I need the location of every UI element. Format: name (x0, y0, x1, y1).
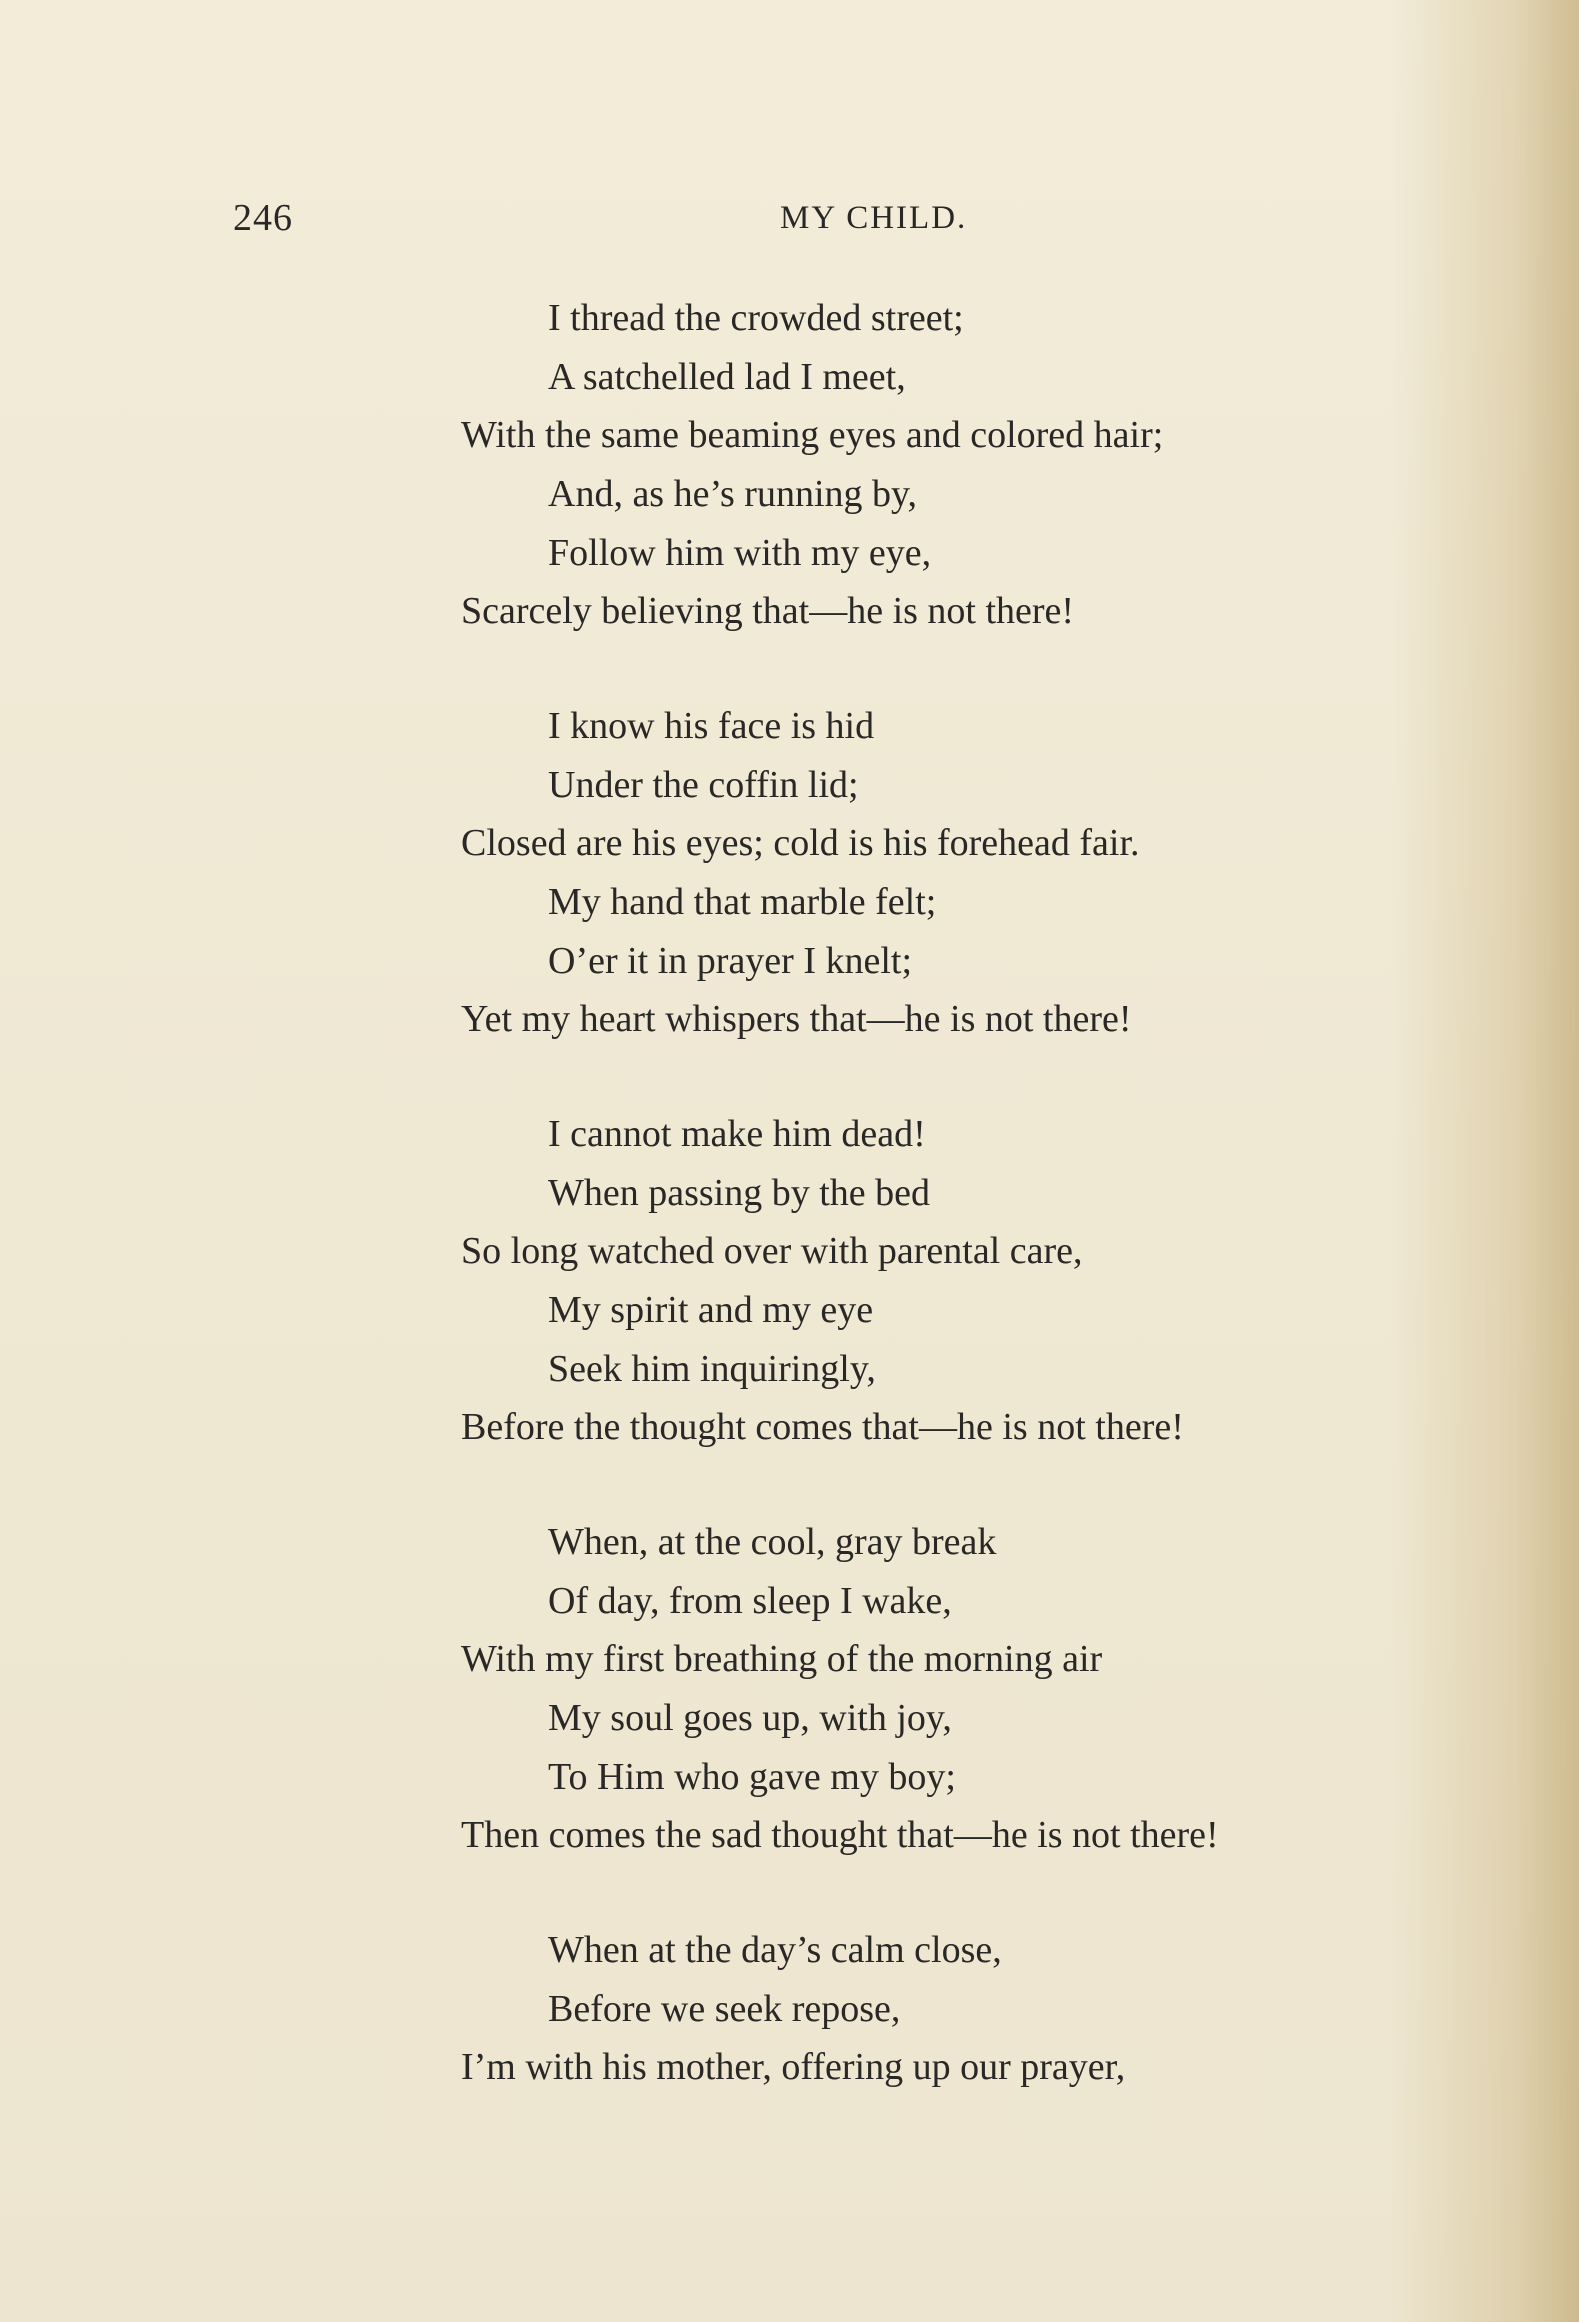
poem-line: I know his face is hid (548, 705, 875, 747)
poem-line: Closed are his eyes; cold is his forehead fair. (461, 822, 1140, 864)
poem-line: I cannot make him dead! (548, 1113, 926, 1155)
poem-line: A satchelled lad I meet, (548, 356, 906, 398)
poem-line: With the same beaming eyes and colored hair; (461, 414, 1164, 456)
poem-line: I thread the crowded street; (548, 297, 964, 339)
poem-line: My spirit and my eye (548, 1289, 874, 1331)
poem-line: Scarcely believing that—he is not there! (461, 590, 1075, 632)
poem-line: Follow him with my eye, (548, 532, 932, 574)
poem-line: I’m with his mother, offering up our prayer, (461, 2046, 1126, 2088)
poem-line: Of day, from sleep I wake, (548, 1580, 952, 1622)
poem-line: Under the coffin lid; (548, 764, 859, 806)
poem-line: Then comes the sad thought that—he is not there! (461, 1814, 1219, 1856)
poem-line: Before the thought comes that—he is not there! (461, 1406, 1184, 1448)
poem-line: O’er it in prayer I knelt; (548, 940, 913, 982)
poem-line: When, at the cool, gray break (548, 1521, 997, 1563)
page-number: 246 (233, 197, 293, 239)
poem-line: When at the day’s calm close, (548, 1929, 1002, 1971)
poem-line: And, as he’s running by, (548, 473, 918, 515)
poem-line: My hand that marble felt; (548, 881, 937, 923)
poem-line: When passing by the bed (548, 1172, 931, 1214)
poem-line: Yet my heart whispers that—he is not there! (461, 998, 1132, 1040)
poem-line: Before we seek repose, (548, 1988, 901, 2030)
running-title: MY CHILD. (780, 200, 968, 236)
poem-line: Seek him inquiringly, (548, 1348, 876, 1390)
poem-line: To Him who gave my boy; (548, 1756, 956, 1798)
poem-line: With my first breathing of the morning air (461, 1638, 1103, 1680)
page-header (0, 196, 1579, 246)
poem-line: So long watched over with parental care, (461, 1230, 1083, 1272)
poem-line: My soul goes up, with joy, (548, 1697, 952, 1739)
